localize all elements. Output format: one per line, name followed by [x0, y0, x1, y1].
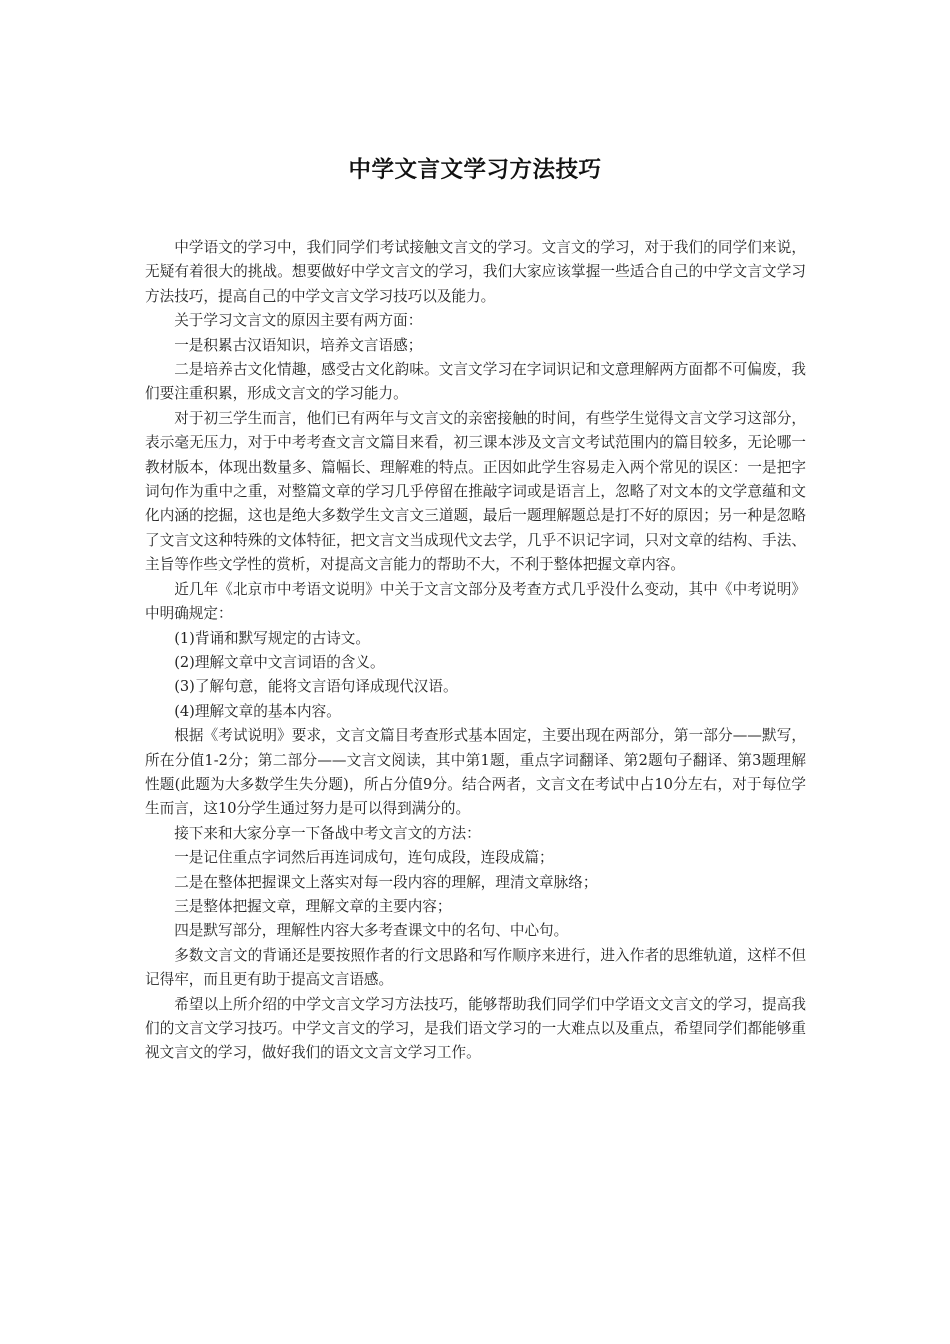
- paragraph-conclusion: 希望以上所介绍的中学文言文学习方法技巧，能够帮助我们同学们中学语文文言文的学习，提高我们的文言文学习技巧。中学文言文的学习，是我们语文学习的一大难点以及重点，希望同学们都能够重视文言文的学习，做好我们的语文文言文学习工作。: [145, 995, 806, 1062]
- paragraph-misconceptions: 对于初三学生而言，他们已有两年与文言文的亲密接触的时间，有些学生觉得文言文学习这部分，表示毫无压力，对于中考考查文言文篇目来看，初三课本涉及文言文考试范围内的篇目较多，无论哪一教材版本，体现出数量多、篇幅长、理解难的特点。正因如此学生容易走入两个常见的误区：一是把字词句作为重中之重，对整篇文章的学习几乎停留在推敲字词或是语言上，忽略了对文本的文学意蕴和文化内涵的挖掘，这也是绝大多数学生文言文三道题，最后一题理解题总是打不好的原因；另一种是忽略了文言文这种特殊的文体特征，把文言文当成现代文去学，几乎不识记字词，只对文章的结构、手法、主旨等作些文学性的赏析，对提高文言能力的帮助不大，不利于整体把握文章内容。: [145, 409, 806, 574]
- list-item-requirement-2: (2)理解文章中文言词语的含义。: [174, 653, 385, 671]
- list-item-method-1: 一是记住重点字词然后再连词成句，连句成段，连段成篇；: [174, 849, 554, 867]
- paragraph-exam-scoring: 根据《考试说明》要求，文言文篇目考查形式基本固定，主要出现在两部分，第一部分——默写，所在分值1-2分；第二部分——文言文阅读，其中第1题，重点字词翻译、第2题句子翻译、第3题理解性题(此题为大多数学生失分题)，所占分值9分。结合两者，文言文在考试中占10分左右，对于每位学生而言，这10分学生通过努力是可以得到满分的。: [145, 727, 806, 818]
- paragraph-recitation: 多数文言文的背诵还是要按照作者的行文思路和写作顺序来进行，进入作者的思维轨道，这样不但记得牢，而且更有助于提高文言语感。: [145, 946, 806, 989]
- paragraph-reasons-heading: 关于学习文言文的原因主要有两方面：: [174, 312, 423, 330]
- list-item-requirement-3: (3)了解句意，能将文言语句译成现代汉语。: [174, 678, 458, 696]
- paragraph-reason-1: 一是积累古汉语知识，培养文言语感；: [174, 336, 423, 354]
- paragraph-methods-heading: 接下来和大家分享一下备战中考文言文的方法：: [174, 824, 481, 842]
- list-item-method-4: 四是默写部分，理解性内容大多考查课文中的名句、中心句。: [174, 922, 569, 940]
- list-item-method-2: 二是在整体把握课文上落实对每一段内容的理解，理清文章脉络；: [174, 873, 598, 891]
- paragraph-reason-2: 二是培养古文化情趣，感受古文化韵味。文言文学习在字词识记和文意理解两方面都不可偏废，我们要注重积累，形成文言文的学习能力。: [145, 361, 806, 403]
- paragraph-intro: 中学语文的学习中，我们同学们考试接触文言文的学习。文言文的学习，对于我们的同学们来说，无疑有着很大的挑战。想要做好中学文言文的学习，我们大家应该掌握一些适合自己的中学文言文学习方法技巧，提高自己的中学文言文学习技巧以及能力。: [145, 239, 806, 305]
- list-item-requirement-1: (1)背诵和默写规定的古诗文。: [174, 629, 370, 647]
- list-item-method-3: 三是整体把握文章，理解文章的主要内容；: [174, 897, 452, 915]
- document-title: 中学文言文学习方法技巧: [348, 157, 602, 183]
- document-body: [145, 236, 806, 1066]
- paragraph-exam-description: 近几年《北京市中考语文说明》中关于文言文部分及考查方式几乎没什么变动，其中《中考说明》中明确规定：: [145, 580, 806, 623]
- list-item-requirement-4: (4)理解文章的基本内容。: [174, 702, 341, 720]
